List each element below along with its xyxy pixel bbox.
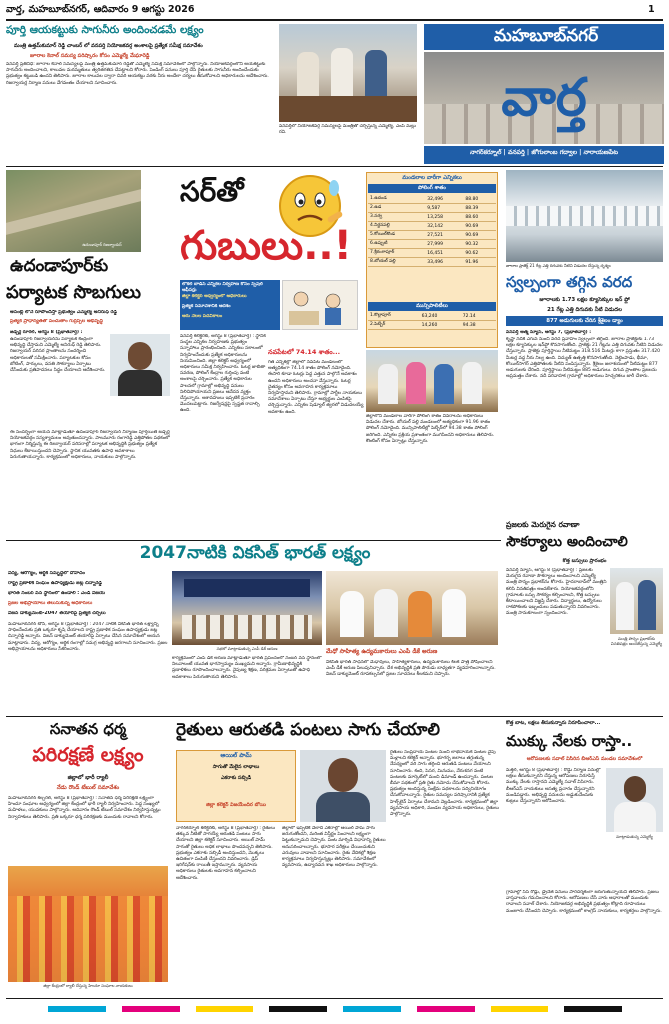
masthead-name: వార్త [501,68,587,128]
row-name: 4.నిర్జనపల్లి [368,222,425,231]
udandapur-photo-caption: ఉదండాపూర్ రిజర్వాయర్ [82,242,122,247]
road-deck: ఆరోపణలకు సవాల్ విసిరిన బీఆర్ఎస్ మండల సమావేశంలో [526,756,643,762]
color-swatch [343,1006,401,1012]
results-footer-table [368,312,496,330]
color-swatch [564,1006,622,1012]
services-headline: ప్రజలకు మెరుగైన రవాణా [506,520,580,529]
table-row [368,312,496,321]
flood-byline: వనపర్తి ఆత్మ న్యూస్, ఆగస్టు 7, (ప్రభాతవార్త) : [506,330,592,335]
row-pct: 88.60 [463,213,496,222]
table-row [368,231,496,240]
lead-photo [279,24,417,122]
row-pct: 90.62 [463,249,496,258]
viksit-body-1: మహబూబ్‌నగర్ టౌన్, ఆగస్టు 8 (ప్రభాతవార్త) : 2047 నాటికి వికసిత్ భారత్ లక్ష్యాన్ని సాధించేందుకు ప్రతి ఒక్కరూ కృషి చేయాలని రాష్ట్ర ప్రణాళిక సంఘం ఉపాధ్యక్షుడు జట్ల చిన్నారెడ్డి అన్నారు. విజన్ డాక్యుమెంట్ తయారీపై ఏర్పాటు చేసిన సమావేశంలో ఆయన మాట్లాడారు. విద్య, ఆరోగ్యం, ఆర్థిక రంగాల్లో సమగ్ర అభివృద్ధి జరగాలని సూచించారు. ప్రజల అభిప్రాయాలను అధికారులు సేకరించారు. [8,622,168,652]
viksit-photo-2 [326,571,498,645]
sar-cartoon [282,280,358,330]
masthead-regions: నాగర్‌కర్నూల్ | వనపర్తి | జోగులాంబ గద్వాల | నారాయణపేట [469,149,619,156]
row-name: 7.శ్రీరంగాపూర్ [368,249,425,258]
sar-word-2: గుబులు..! [180,223,352,269]
row-name: 5.కోయిల్‌కొండ [368,231,425,240]
udandapur-deck-2: ప్రత్యేక ప్రాధాన్యతతో పెంచుతాం గుర్రప్పల అభివృద్ధి [10,319,103,324]
flood-deck-2: 21 గేట్ల ఎత్తి దిగువకు నీటి విడుదల [547,307,622,313]
row-votes: 63,240 [420,312,461,321]
udandapur-body-1: ఉదండాపూర్ రిజర్వాయర్‌ను పర్యాటక కేంద్రంగా అభివృద్ధి చేస్తామని ఎమ్మెల్యే అనిరుధ్ రెడ్డి తెలిపారు. రిజర్వాయర్ పరిసర ప్రాంతాలను సందర్శించి అధికారులతో సమీక్షించారు. పర్యాటకుల కోసం బోటింగ్, పార్కులు, వసతి సౌకర్యాలు ఏర్పాటు చేసేందుకు ప్రతిపాదనలు సిద్ధం చేయాలని ఆదేశించారు. [10,337,106,374]
row-pct: 90.32 [463,240,496,249]
table-row [368,204,496,213]
row-votes: 33,496 [425,258,463,267]
farmers-body-3: రైతులు సంప్రదాయ పంటల నుంచి లాభదాయక పంటల వైపు మళ్లాలని కలెక్టర్ అన్నారు. భూగర్భ జలాలు తగ్గుతున్న నేపథ్యంలో వరి సాగు తగ్గించి ఆరుతడి పంటలు వేయాలని సూచించారు. కంది, పెసర, మినుము, వేరుశనగ వంటి పంటలకు మార్కెట్‌లో మంచి డిమాండ్ ఉందన్నారు. పంటల బీమా పథకంలో ప్రతి రైతు నమోదు చేసుకోవాలని కోరారు. ప్రభుత్వం అందిస్తున్న సంక్షేమ పథకాలను సద్వినియోగం చేసుకోవాలన్నారు. రైతుల సమస్యల పరిష్కారానికి ప్రత్యేక హెల్ప్‌లైన్ ఏర్పాటు చేశామని వెల్లడించారు. కార్యక్రమంలో జిల్లా వ్యవసాయ అధికారి, మండల వ్యవసాయ అధికారులు, రైతులు పాల్గొన్నారు. [390,750,499,818]
page-number: 1 [648,4,655,15]
udandapur-photo [6,170,141,252]
road-photo [606,768,663,832]
udandapur-headline-2: పర్యాటక సొబగులు [6,282,142,303]
viksit-deck-2: రాష్ట్ర ప్రణాళిక సంఘం ఉపాధ్యక్షుడు జట్ల చిన్నారెడ్డి [8,581,102,586]
collector-photo [300,750,386,822]
color-registration-bar [40,1006,630,1012]
road-body-1: మక్తల్, ఆగస్టు 8 (ప్రభాతవార్త) : రోడ్డు నిర్మాణ పనుల్లో లక్షలు తీసుకున్నారని చేస్తున్న ఆరోపణలు నిరూపిస్తే ముక్కు నేలకు రాస్తానని ఎమ్మెల్యే సవాల్ విసిరారు. బీఆర్ఎస్ నాయకులు అసత్య ప్రచారం చేస్తున్నారని మండిపడ్డారు. అభివృద్ధి పనులను అడ్డుకునేందుకు కుట్రలు చేస్తున్నారని ఆరోపించారు. [506,768,601,805]
viksit-body-2: కార్యక్రమంలో ఎంపీ డికే అరుణ మాట్లాడుతూ భారత్ ప్రపంచంలో నంబర్ వన్ స్థానంలో నిలవాలంటే యువత భాగస్వామ్యం ముఖ్యమని అన్నారు. గ్రామీణాభివృద్ధికి ప్రణాళికలు రూపొందించాలన్నారు. నైపుణ్య శిక్షణ, పరిశ్రమల ఏర్పాటుతో ఉపాధి అవకాశాలు పెరుగుతాయని తెలిపారు. [172,656,322,680]
row-name: 1.ఉదండ [368,195,425,204]
lead-body-2: వనపర్తిలో నియోజకవర్గ సమస్యలపై మంత్రితో చర్చిస్తున్న ఎమ్మెల్యే, ఎంపీ మల్లు రవి. [279,124,416,136]
row-votes: 32,496 [425,195,463,204]
table-row [368,222,496,231]
sanatana-photo [8,866,168,982]
sanatana-headline-1: సనాతన ధర్మ [49,720,127,738]
row-votes: 16,451 [425,249,463,258]
viksit-photo [172,571,322,645]
services-body: వనపర్తి న్యూస్, ఆగస్టు 8 (ప్రభాతవార్త) : ప్రజలకు మెరుగైన రవాణా సౌకర్యాలు అందించాలని ఎమ్మెల్యే మంత్రి పొన్నం ప్రభాకర్‌ను కోరారు. హైదరాబాద్‌లో మంత్రిని కలిసి వినతిపత్రం అందజేశారు. నియోజకవర్గంలోని గ్రామాలకు బస్సు సౌకర్యం కల్పించాలని, కొత్త బస్సులు కేటాయించాలని విజ్ఞప్తి చేశారు. విద్యార్థులు, ఉద్యోగులు రాకపోకలకు ఇబ్బందులు పడుతున్నారని వివరించారు. మంత్రి సానుకూలంగా స్పందించారు. [506,568,607,617]
row-name: 2.ఉడ [368,204,425,213]
services-deck: కొత్త బస్సులు ప్రారంభం [562,558,607,564]
sanatana-photo-caption: జిల్లా కేంద్రంలో ర్యాలీ చేస్తున్న హిందూ సంఘాల నాయకులు [43,983,133,988]
table-row [368,258,496,267]
results-table [368,195,496,267]
viksit-deck-3: భారత్ నంబర్ వన్ స్థానంలో ఉండాలి : ఎండీ విజయ్‌ [8,591,106,596]
row-name: 1.కొల్లాపూర్ [368,312,420,321]
sar-body-2: గత ఎన్నికల్లో జిల్లాలో నవపేట మండలంలో అత్యధికంగా 74.14 శాతం పోలింగ్ నమోదైంది. ఈసారి కూడా ఓటర్లు పెద్ద ఎత్తున పాల్గొనే అవకాశం ఉందని అధికారులు అంచనా వేస్తున్నారు. ఓటర్ల చైతన్యం కోసం అవగాహన కార్యక్రమాలు నిర్వహిస్తామని తెలిపారు. గ్రామాల్లో పార్టీల నాయకులు సమావేశాలు ఏర్పాటు చేస్తూ అభ్యర్థుల ఎంపికపై చర్చిస్తున్నారు. ఎన్నికల షెడ్యూల్ త్వరలో విడుదలయ్యే అవకాశం ఉంది. [268,360,364,415]
sar-sub-headline: నవపేటలో 74.14 శాతం... [268,348,341,356]
row-votes: 13,258 [425,213,463,222]
sanatana-headline-2: పరిరక్షణే లక్ష్యం [32,744,144,766]
viksit-headline: 2047నాటికి వికసిత్ భారత్ లక్ష్యం [139,543,371,563]
color-swatch [269,1006,327,1012]
farmers-box-title: ఆయిల్ పామ్ [220,752,252,759]
sanatana-deck-1: జిల్లాలో భారీ ర్యాలీ [67,775,109,781]
table-row [368,213,496,222]
row-votes: 32,142 [425,222,463,231]
udandapur-deck: అసెంబ్లీ లోనే రూపొందిస్తా ప్రభుత్వం ఎమ్మెల్యే అనిరుధ్ రెడ్డి [10,310,117,315]
row-name: 8.బోయల్ పల్లి [368,258,425,267]
masthead [424,24,664,164]
color-swatch [196,1006,254,1012]
viksit-deck-1: విద్య, ఆరోగ్యం, ఆర్థిక సమృద్ధిలో దోహదం [8,571,85,576]
table-row [368,249,496,258]
sanatana-body: మహబూబ్‌నగర్ కల్చరల్, ఆగస్టు 8 (ప్రభాతవార్త) : సనాతన ధర్మ పరిరక్షణే లక్ష్యంగా హిందూ సంఘాల ఆధ్వర్యంలో జిల్లా కేంద్రంలో భారీ ర్యాలీ నిర్వహించారు. పెద్ద సంఖ్యలో మహిళలు, యువకులు పాల్గొన్నారు. ఆదివారం రౌండ్ టేబుల్ సమావేశం నిర్వహిస్తున్నట్లు నిర్వాహకులు తెలిపారు. ప్రతి ఒక్కరూ ధర్మ పరిరక్షణకు ముందుకు రావాలని కోరారు. [8,796,161,820]
farmers-headline: రైతులు ఆరుతడి పంటలు సాగు చేయాలి [176,720,440,740]
services-photo [610,568,663,634]
row-pct: 90.69 [463,231,496,240]
section-rule-3 [6,716,663,717]
viksit-deck-4: ప్రజల అభిప్రాయాలు తెలుసుకున్న అధికారులు [8,601,93,606]
color-swatch [122,1006,180,1012]
sar-byline-2: ప్రత్యేక సమావేశానికి ఆదేశం [182,304,231,309]
row-votes: 27,999 [425,240,463,249]
row-votes: 9,587 [425,204,463,213]
table-row [368,240,496,249]
farmers-body-2: జిల్లాలో ఇప్పటికే వేలాది ఎకరాల్లో ఆయిల్ పామ్ సాగు జరుగుతోందని, మరింత విస్తీర్ణం పెంచాలని లక్ష్యంగా పెట్టుకున్నామని చెప్పారు. పంట మార్పిడి విధానాన్ని రైతులు అనుసరించాలన్నారు. భూసార పరీక్షలు చేయించుకుని ఎరువులు వాడాలని సూచించారు. రైతు వేదికల్లో శిక్షణ కార్యక్రమాలు నిర్వహిస్తున్నట్లు తెలిపారు. సమావేశంలో వ్యవసాయ, ఉద్యానవన శాఖ అధికారులు పాల్గొన్నారు. [282,826,386,869]
lead-deck-2: జూరాల కెనాల్ సమస్య పరిష్కారం కోసం ఎమ్మెల్యే మేఘారెడ్డి [30,53,150,59]
row-votes: 14,260 [420,321,461,330]
dateline: వార్త, మహబూబ్‌నగర్, ఆదివారం 9 ఆగస్టు 2026 [6,4,195,15]
section-rule-2 [6,540,501,541]
flood-photo [506,170,663,262]
services-headline-2: సౌకర్యాలు అందించాలి [506,534,628,550]
viksit-body-3: వికసిత్ భారత్ సాధనలో మేధావులు, సాహిత్యకారులు, ఉద్యమకారులు కీలక పాత్ర పోషించాలని ఎంపీ డీకే అరుణ పిలుపునిచ్చారు. దేశ అభివృద్ధికి ప్రతి పౌరుడు బాధ్యతగా వ్యవహరించాలన్నారు. విజన్ డాక్యుమెంట్ రూపకల్పనలో ప్రజల సూచనలు కీలకమని చెప్పారు. [326,660,496,678]
section-rule-1 [6,166,663,167]
sar-word-1: సర్‌తో [180,175,244,208]
row-votes: 27,521 [425,231,463,240]
farmers-box-line-3: జిల్లా కలెక్టర్ విజయేందిర బోయి [206,802,266,808]
color-swatch [417,1006,475,1012]
row-name: 6.ఉప్పుటి [368,240,425,249]
table-row [368,321,496,330]
lead-body: వనపర్తి ప్రతినిధి: జూరాల కెనాల్ సమస్యలపై మంత్రి ఉత్తమ్‌కుమార్ రెడ్డితో ఎమ్మెల్యే సమీక్ష సమావేశంలో పాల్గొన్నారు. నియోజకవర్గంలోని ఆయకట్టుకు సాగునీరు అందించాలని, కాలువల మరమ్మతులు త్వరితగతిన చేపట్టాలని కోరారు. పెండింగ్ పనులు పూర్తి చేసి రైతులకు సాగునీరు అందించేందుకు ప్రభుత్వం కట్టుబడి ఉందని తెలిపారు. జూరాల కాలువల ద్వారా చివరి ఆయకట్టు వరకు నీరు అందేలా చర్యలు తీసుకోవాలని అధికారులను ఆదేశించారు. రిజర్వాయర్ల నిర్మాణ పనులు వేగవంతం చేయాలని సూచించారు. [6,62,269,86]
lead-deck: మంత్రి ఉత్తమ్‌కుమార్ రెడ్డి చాంబర్ లో వనపర్తి నియోజకవర్గ అంశాలపై ప్రత్యేక సమీక్ష సమావేశం [14,43,203,49]
udandapur-byline: జడ్చర్ల రూరల్, ఆగస్టు 8 (ప్రభాతవార్త) : [10,330,83,335]
flood-body: కృష్ణా నదికి ఎగువ నుంచి వరద ప్రవాహం స్వల్పంగా తగ్గింది. జూరాల ప్రాజెక్టుకు 1.73 లక్షల క్యూసెక్కుల ఇన్‌ఫ్లో కొనసాగుతోంది. ప్రాజెక్టు 21 గేట్లను ఎత్తి దిగువకు నీటిని విడుదల చేస్తున్నారు. ప్రాజెక్టు పూర్తిస్థాయి నీటిమట్టం 318.516 మీటర్లు కాగా ప్రస్తుతం 317.420 మీటర్ల వద్ద నీరు నిల్వ ఉంది. విద్యుత్ ఉత్పత్తి కొనసాగుతోంది. నెట్టెంపాడు, భీమా, కోయిల్‌సాగర్ ఎత్తిపోతలకు నీటిని పంపిస్తున్నారు. శ్రీశైలం జలాశయంలో నీటిమట్టం 877 అడుగులకు చేరింది. పూర్తిస్థాయి నీటిమట్టం 885 అడుగులు. దిగువ ప్రాంతాల ప్రజలను అప్రమత్తం చేశారు. నదీ పరివాహక గ్రామాల్లో అధికారులు హెచ్చరికలు జారీ చేశారు. [506,337,663,380]
udandapur-headline-1: ఉదండాపూర్‌కు [10,256,109,276]
lead-headline: పూర్తి ఆయకట్టుకు సాగునీరు అందించడమే లక్ష్యం [6,24,204,36]
row-name: 2.పెబ్బేర్ [368,321,420,330]
udandapur-body-2: ఈ సందర్భంగా ఆయన మాట్లాడుతూ ఉదండాపూర్ రిజర్వాయర్ నిర్మాణం పూర్తయితే జడ్చర్ల నియోజకవర్గం సస్యశ్యామలం అవుతుందన్నారు. పాలమూరు రంగారెడ్డి ఎత్తిపోతల పథకంలో భాగంగా నిర్మిస్తున్న ఈ రిజర్వాయర్ పరిసరాల్లో పర్యాటక అభివృద్ధికి ప్రభుత్వం ప్రత్యేక నిధులు కేటాయిస్తుందని చెప్పారు. స్థానిక యువతకు ఉపాధి అవకాశాలు పెరుగుతాయన్నారు. కార్యక్రమంలో అధికారులు, నాయకులు పాల్గొన్నారు. [10,430,170,460]
results-table-title: మండలాల వారీగా ఎన్నికలు [402,175,462,181]
viksit-deck-5: విజన్ డాక్యుమెంట్-2047 తయారీపై ప్రత్యేక చర్చలు [8,611,106,616]
election-body: జిల్లాలోని మండలాల వారీగా పోలింగ్ శాతం వివరాలను అధికారులు విడుదల చేశారు. బోయల్ పల్లి మండలంలో అత్యధికంగా 91.96 శాతం పోలింగ్ నమోదైంది. మున్సిపాలిటీల్లో పెబ్బేర్‌లో 94.38 శాతం పోలింగ్ జరిగింది. ఎన్నికల ప్రక్రియ ప్రశాంతంగా ముగిసిందని అధికారులు తెలిపారు. కౌంటింగ్ కోసం ఏర్పాట్లు చేస్తున్నారు. [366,414,495,444]
row-pct: 94.38 [461,321,496,330]
road-headline: ముక్కు నేలకు రాస్తా.. [506,732,633,750]
table-row [368,195,496,204]
sar-byline-1: జిల్లా కలెక్టర్ ఆధ్వర్యంలో అధికారులు [182,294,247,299]
row-pct: 72.14 [461,312,496,321]
sar-deck: లోకల్ బాడీస్ ఎన్నికల నిర్వహణ కోసం స్పెషల్ ఆఫీసర్లు [182,282,263,292]
services-caption: మంత్రి పొన్నం ప్రభాకర్‌కు వినతిపత్రం అందజేస్తున్న ఎమ్మెల్యే [610,636,663,646]
farmers-box-line-2: ఎకరాకు సబ్సిడీ [220,775,252,781]
masthead-district: మహబూబ్‌నగర్ [493,26,599,46]
election-meeting-photo [366,350,498,412]
mla-portrait [110,334,170,396]
row-pct: 88.39 [463,204,496,213]
flood-deck-1: జూరాలకు 1.73 లక్షల క్యూసెక్కుల ఇన్ ఫ్లో [539,297,630,303]
flood-photo-caption: జూరాల ప్రాజెక్ట్ 21 గేట్ల ఎత్తి దిగువకు నీటిని విడుదల చేస్తున్న దృశ్యం [506,263,611,268]
farmers-box-line-1: సాగుతో మేలైన లాభాలు [212,764,260,770]
sar-byline-3: ఆరు నెలల పదవీకాలం [182,314,223,319]
road-body-2: గ్రామాల్లో సీసీ రోడ్లు, డ్రైనేజీ పనులు పారదర్శకంగా జరుగుతున్నాయని తెలిపారు. ప్రజలు వాస్తవాలను గమనించాలని కోరారు. ఆరోపణలు చేసే వారు ఆధారాలతో ముందుకు రావాలని సవాల్ చేశారు. నియోజకవర్గ అభివృద్ధికి ప్రభుత్వం కోట్లాది రూపాయలు మంజూరు చేసిందని చెప్పారు. కార్యక్రమంలో కాంగ్రెస్ నాయకులు, కార్యకర్తలు పాల్గొన్నారు. [506,890,662,914]
color-swatch [491,1006,549,1012]
viksit-photo-caption: సభలో మాట్లాడుతున్న ఎంపీ డికే అరుణ [216,646,278,651]
row-pct: 91.96 [463,258,496,267]
flood-headline: స్వల్పంగా తగ్గిన వరద [506,273,633,291]
viksit-sub-headline: మేధో సాహిత్య ఉద్యమకారులు ఎంపీ డీకే అరుణ [326,648,438,655]
row-pct: 88.80 [463,195,496,204]
road-kicker: కొత్త బాట, లక్షలు తీసుకున్నారు నిరూపించాలా... [506,720,601,726]
flood-deck-3: 877 అడుగులకు చేరిన శ్రీశైలం డ్యాం [546,318,623,324]
farmers-body-1: నాగర్‌కర్నూల్ కలెక్టరేట్, ఆగస్టు 8 (ప్రభాతవార్త) : రైతులు తక్కువ నీటితో సాగయ్యే ఆరుతడి పంటలు సాగు చేయాలని జిల్లా కలెక్టర్ సూచించారు. ఆయిల్ పామ్ సాగుతో రైతులు అధిక లాభాలు పొందవచ్చని తెలిపారు. ప్రభుత్వం ఎకరాకు సబ్సిడీ అందిస్తుందని, మొక్కలు ఉచితంగా పంపిణీ చేస్తుందని వివరించారు. డ్రిప్ ఇరిగేషన్‌కు రాయితీ ఇస్తామన్నారు. వ్యవసాయ అధికారులు రైతులకు అవగాహన కల్పించాలని ఆదేశించారు. [176,826,276,881]
bottom-rule [6,998,663,999]
road-photo-caption: మాట్లాడుతున్న ఎమ్మెల్యే [616,834,653,839]
results-table-subtitle: పోలింగ్ శాతం [368,184,496,193]
color-swatch [48,1006,106,1012]
top-rule [6,19,663,21]
sanatana-deck-2: నేడు రౌండ్ టేబుల్ సమావేశం [56,785,120,791]
sar-body-1: వనపర్తి కలెక్టరేట్, ఆగస్టు 8 (ప్రభాతవార్త) : స్థానిక సంస్థల ఎన్నికల నిర్వహణకు ప్రభుత్వం సన్నాహాలు ప్రారంభించింది. ఎన్నికలు సకాలంలో నిర్వహించేందుకు ప్రత్యేక అధికారులను నియమించింది. జిల్లా కలెక్టర్ ఆధ్వర్యంలో అధికారులు సమీక్ష నిర్వహించారు. ఓటర్ల జాబితా సవరణ, పోలింగ్ కేంద్రాల గుర్తింపు వంటి అంశాలపై చర్చించారు. ప్రత్యేక అధికారుల పాలనలో గ్రామాల్లో అభివృద్ధి పనులు నిలిచిపోయాయని ప్రజలు ఆవేదన వ్యక్తం చేస్తున్నారు. ఆశావహులు ఇప్పటికే ప్రచారం మొదలుపెట్టారు. రిజర్వేషన్లపై స్పష్టత రావాల్సి ఉంది. [180,334,266,414]
row-name: 3.నర్వ [368,213,425,222]
row-pct: 90.69 [463,222,496,231]
results-footer-title: మున్సిపాలిటీలు [368,302,496,311]
